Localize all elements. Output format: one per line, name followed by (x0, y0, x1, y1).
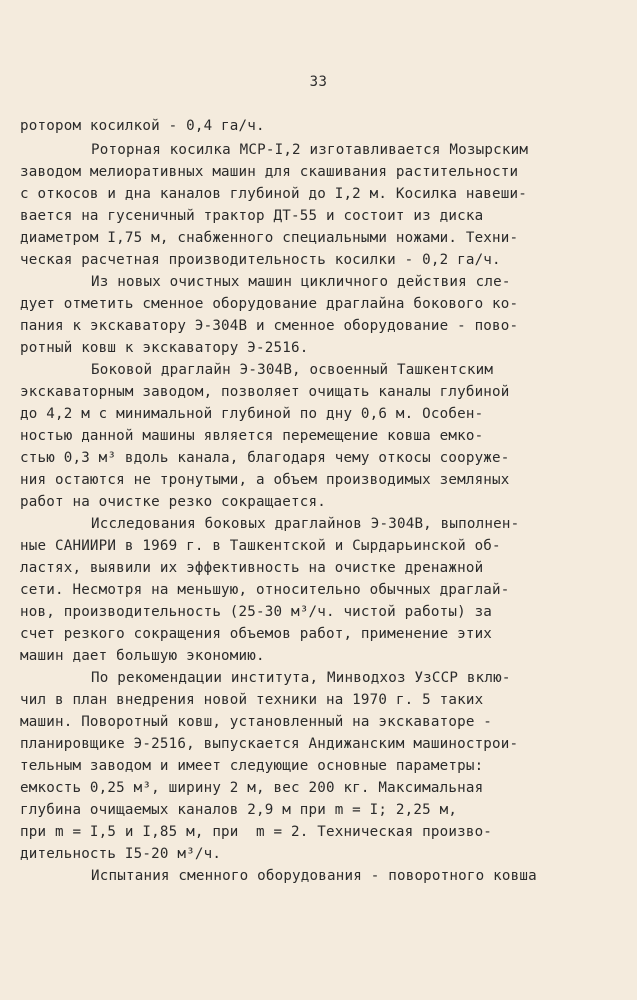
text-line: диаметром I,75 м, снабженного специальными ножами. Техни- (20, 230, 519, 246)
text-line: при m = I,5 и I,85 м, при m = 2. Техническая произво- (20, 824, 493, 840)
text-line: работ на очистке резко сокращается. (20, 494, 326, 510)
text-line: Испытания сменного оборудования - поворотного ковша (91, 868, 537, 884)
text-line: чил в план внедрения новой техники на 1970 г. 5 таких (20, 692, 484, 708)
text-line: ластях, выявили их эффективность на очистке дренажной (20, 560, 484, 576)
text-line: емкость 0,25 м³, ширину 2 м, вес 200 кг. Максимальная (20, 780, 484, 796)
text-line: заводом мелиоративных машин для скашивания растительности (20, 164, 519, 180)
text-line: дует отметить сменное оборудование драглайна бокового ко- (20, 296, 519, 312)
text-line: ния остаются не тронутыми, а объем производимых земляных (20, 472, 510, 488)
text-line: ные САНИИРИ в 1969 г. в Ташкентской и Сырдарьинской об- (20, 538, 501, 554)
text-line: Роторная косилка МСР-I,2 изготавливается Мозырским (91, 142, 529, 158)
text-line: Из новых очистных машин цикличного действия сле- (91, 274, 511, 290)
text-line: счет резкого сокращения объемов работ, применение этих (20, 626, 493, 642)
text-line: Исследования боковых драглайнов Э-304В, выполнен- (91, 516, 520, 532)
text-line: сети. Несмотря на меньшую, относительно обычных драглай- (20, 582, 510, 598)
text-line: экскаваторным заводом, позволяет очищать каналы глубиной (20, 384, 510, 400)
text-line: планировщике Э-2516, выпускается Андижанским машинострои- (20, 736, 519, 752)
text-line: По рекомендации института, Минводхоз УзССР вклю- (91, 670, 511, 686)
text-line: глубина очищаемых каналов 2,9 м при m = I; 2,25 м, (20, 802, 458, 818)
text-line: ностью данной машины является перемещение ковша емко- (20, 428, 484, 444)
text-line: пания к экскаватору Э-304В и сменное оборудование - пово- (20, 318, 519, 334)
text-line: дительность I5-20 м³/ч. (20, 846, 222, 862)
text-line: тельным заводом и имеет следующие основные параметры: (20, 758, 484, 774)
text-line: ческая расчетная производительность косилки - 0,2 га/ч. (20, 252, 501, 268)
text-line: с откосов и дна каналов глубиной до I,2 м. Косилка навеши- (20, 186, 528, 202)
text-line: ротный ковш к экскаватору Э-2516. (20, 340, 309, 356)
text-line: нов, производительность (25-30 м³/ч. чистой работы) за (20, 604, 493, 620)
text-line: машин дает большую экономию. (20, 648, 265, 664)
text-line: ротором косилкой - 0,4 га/ч. (20, 118, 265, 134)
text-line: машин. Поворотный ковш, установленный на экскаваторе - (20, 714, 493, 730)
text-line: вается на гусеничный трактор ДТ-55 и состоит из диска (20, 208, 484, 224)
text-line: Боковой драглайн Э-304В, освоенный Ташкентским (91, 362, 494, 378)
text-line: стью 0,3 м³ вдоль канала, благодаря чему откосы сооруже- (20, 450, 510, 466)
page-number: 33 (309, 74, 328, 90)
text-line: до 4,2 м с минимальной глубиной по дну 0,6 м. Особен- (20, 406, 484, 422)
